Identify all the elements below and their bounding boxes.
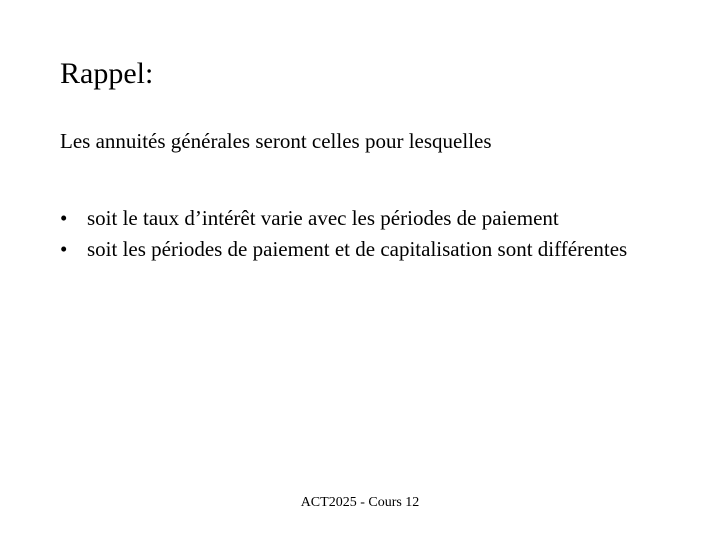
- slide-title: Rappel:: [60, 57, 154, 90]
- bullet-item: [60, 203, 700, 234]
- slide-footer: ACT2025 - Cours 12: [300, 495, 420, 510]
- bullet-text: soit les périodes de paiement et de capitalisation sont différentes: [87, 237, 628, 261]
- bullet-item: [60, 234, 700, 265]
- bullet-icon: •: [60, 206, 68, 230]
- bullet-text: soit le taux d’intérêt varie avec les périodes de paiement: [87, 206, 559, 230]
- bullet-icon: •: [60, 237, 68, 261]
- bullet-list: [60, 203, 700, 265]
- intro-text: Les annuités générales seront celles pour lesquelles: [60, 129, 492, 153]
